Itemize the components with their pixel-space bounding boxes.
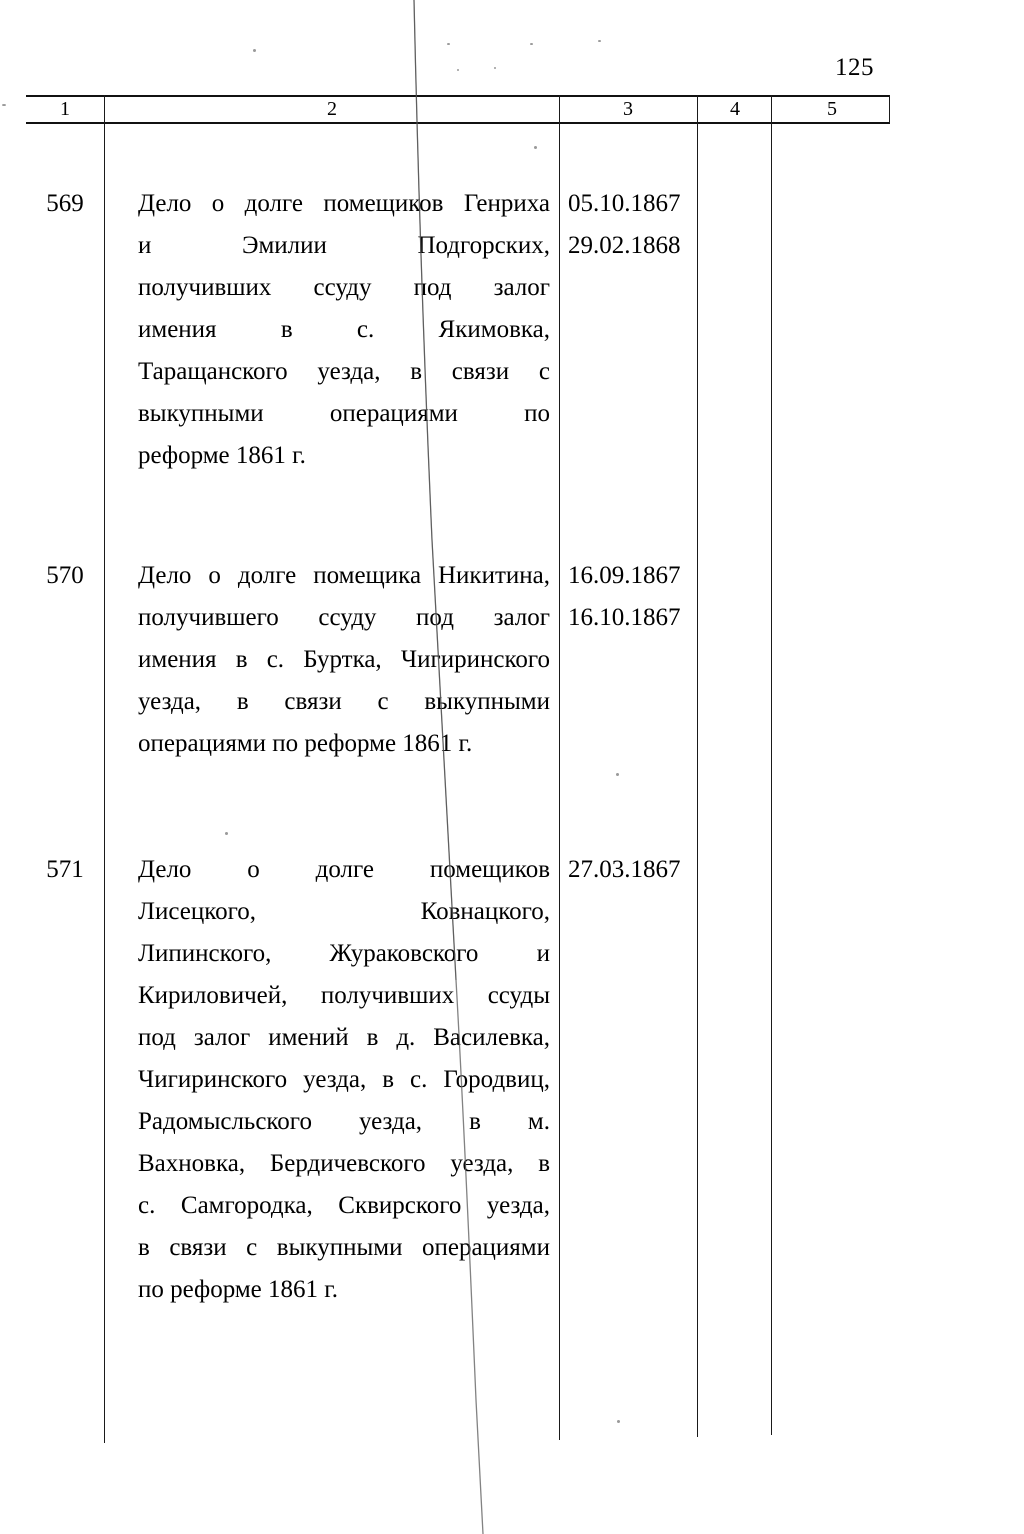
description-line: выкупными операциями по [138, 400, 550, 427]
description-line: и Эмилии Подгорских, [138, 232, 550, 259]
column-header-2: 2 [327, 98, 337, 120]
row-description [138, 183, 550, 477]
description-line: Липинского, Жураковского и [138, 940, 550, 967]
row-number: 570 [46, 562, 84, 589]
row-dates [568, 849, 718, 891]
table-body [26, 95, 890, 1495]
description-line: уезда, в связи с выкупными [138, 688, 550, 715]
column-header-4: 4 [730, 98, 740, 120]
description-line: по реформе 1861 г. [138, 1276, 338, 1303]
description-line: Лисецкого, Ковнацкого, [138, 898, 550, 925]
description-line: Таращанского уезда, в связи с [138, 358, 550, 385]
description-line: Кириловичей, получивших ссуды [138, 982, 550, 1009]
date-value: 27.03.1867 [568, 856, 681, 883]
date-value: 16.09.1867 [568, 562, 681, 589]
description-line: Дело о долге помещиков [138, 856, 550, 883]
row-description [138, 849, 550, 1311]
description-line: реформе 1861 г. [138, 442, 306, 469]
column-header-3: 3 [623, 98, 633, 120]
description-line: под залог имений в д. Василевка, [138, 1024, 550, 1051]
description-line: получившего ссуду под залог [138, 604, 550, 631]
row-number: 569 [46, 190, 84, 217]
description-line: имения в с. Якимовка, [138, 316, 550, 343]
description-line: с. Самгородка, Сквирского уезда, [138, 1192, 550, 1219]
description-line: Дело о долге помещиков Генриха [138, 190, 550, 217]
description-line: Чигиринского уезда, в с. Городвиц, [138, 1066, 550, 1093]
description-line: Вахновка, Бердичевского уезда, в [138, 1150, 550, 1177]
row-dates [568, 555, 718, 639]
date-value: 16.10.1867 [568, 604, 681, 631]
description-line: получивших ссуду под залог [138, 274, 550, 301]
description-line: Радомысльского уезда, в м. [138, 1108, 550, 1135]
description-line: Дело о долге помещика Никитина, [138, 562, 550, 589]
page-number: 125 [835, 54, 874, 81]
description-line: операциями по реформе 1861 г. [138, 730, 473, 757]
date-value: 29.02.1868 [568, 232, 681, 259]
column-header-5: 5 [827, 98, 837, 120]
description-line: имения в с. Буртка, Чигиринского [138, 646, 550, 673]
row-dates [568, 183, 718, 267]
row-number: 571 [46, 856, 84, 883]
date-value: 05.10.1867 [568, 190, 681, 217]
column-header-1: 1 [60, 98, 70, 120]
row-description [138, 555, 550, 765]
description-line: в связи с выкупными операциями [138, 1234, 550, 1261]
